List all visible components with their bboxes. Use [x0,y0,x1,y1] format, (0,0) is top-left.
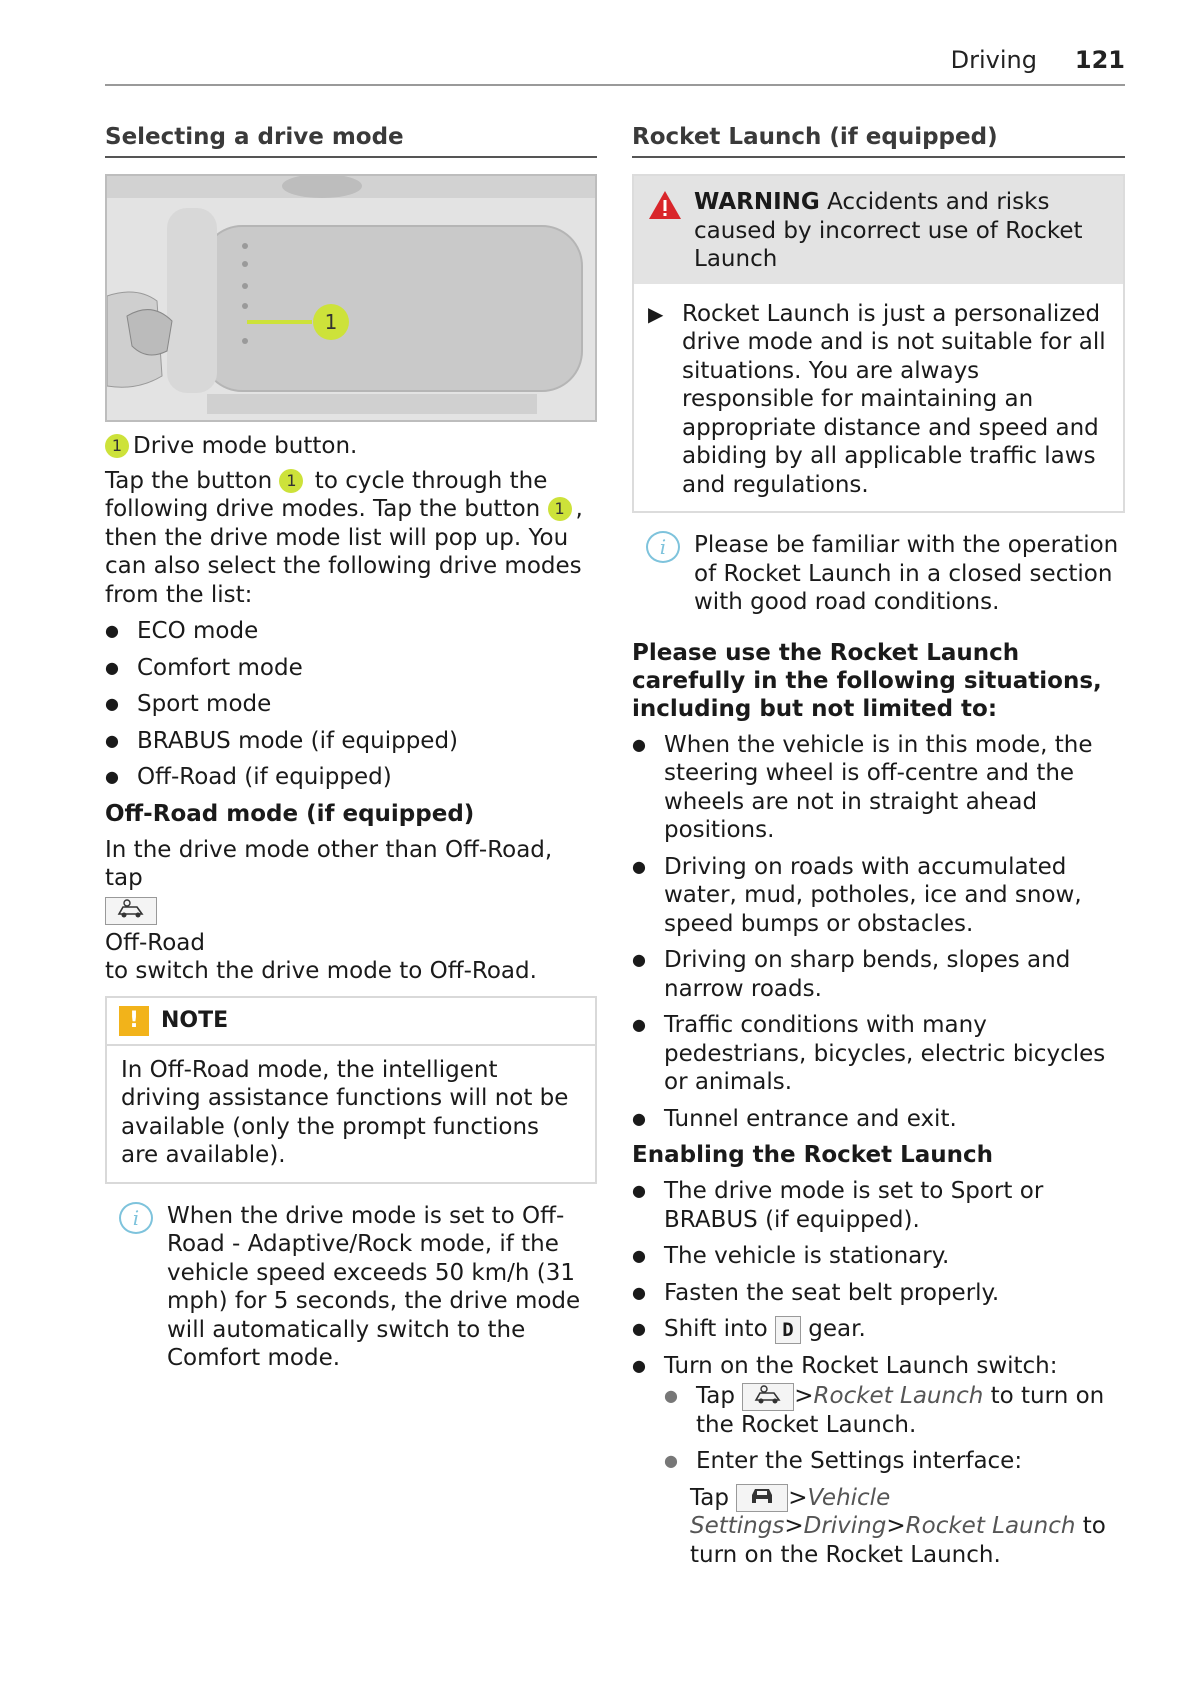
list-item [632,1352,1125,1570]
info-icon: i [119,1202,153,1234]
callout-badge: 1 [548,497,572,521]
shift-text-a: Shift into [664,1316,768,1342]
list-item: ● Off-Road (if equipped) [105,763,597,792]
page-header [105,42,1125,86]
warning-text: Rocket Launch is just a personalized drive mode and is not suitable for all situations. You are always responsible for maintaining an appropriate distance and speed and abiding by all applicable traffic laws and regulations. [682,300,1106,498]
careful-heading: Please use the Rocket Launch carefully in the following situations, including but not limited to: [632,639,1102,722]
note-header [107,998,595,1046]
offroad-text-b: to switch the drive mode to Off-Road. [105,958,537,984]
note-body [107,1046,595,1182]
switch-steps [664,1382,1125,1476]
driving-path: Driving [803,1513,887,1539]
offroad-heading: Off-Road mode (if equipped) [105,800,475,827]
step-item [664,1382,1125,1439]
info-text: When the drive mode is set to Off-Road - Adaptive/Rock mode, if the vehicle speed exceeds 50 km/h (31 mph) for 5 seconds, the drive mode will automatically switch to the Comfort mode. [167,1202,581,1371]
dashboard-figure [105,174,597,422]
arrow-right-icon: ▶ [648,301,664,326]
warning-box [632,174,1125,513]
list-item: ● Driving on sharp bends, slopes and narrow roads. [632,946,1125,1003]
list-item: ● When the vehicle is in this mode, the steering wheel is off-centre and the wheels are not in straight ahead positions. [632,731,1125,845]
intro-part-a: Tap the button [105,467,273,494]
list-item: ● Fasten the seat belt properly. [632,1279,1125,1308]
list-item: ● Driving on roads with accumulated water, mud, potholes, ice and snow, speed bumps or obstacles. [632,853,1125,939]
page-number: 121 [1074,46,1125,74]
caption-text: Drive mode button. [133,433,358,459]
car-icon [736,1484,788,1512]
intro-part-b: to cycle through the following drive modes. Tap the button [105,467,548,522]
list-item: ● Comfort mode [105,654,597,683]
gear-d-icon: D [775,1316,801,1344]
list-item: ● The drive mode is set to Sport or BRABUS (if equipped). [632,1177,1125,1234]
chapter-title: Driving [950,46,1037,74]
vehicle-settings-path: Vehicle Settings [690,1484,891,1539]
rocket-launch-path: Rocket Launch [905,1513,1076,1539]
figure-caption [105,432,597,461]
step-item [664,1447,1125,1476]
info-text: Please be familiar with the operation of Rocket Launch in a closed section with good road conditions. [694,532,1119,615]
intro-part-c: , then the drive mode list will pop up. You can also select the following drive modes from the list: [105,496,583,608]
warning-body [634,284,1123,512]
list-item: ● The vehicle is stationary. [632,1242,1125,1271]
callout-badge: 1 [279,469,303,493]
right-column [632,124,1125,1577]
offroad-car-icon [105,897,157,925]
offroad-text-a: In the drive mode other than Off-Road, tap [105,836,553,891]
list-item: ● Tunnel entrance and exit. [632,1105,1125,1134]
offroad-label: Off-Road [105,929,205,956]
warning-title [694,188,1109,274]
rocket-launch-path: Rocket Launch [813,1383,984,1409]
list-item: ● Sport mode [105,690,597,719]
shift-text-b: gear. [808,1316,866,1342]
info-block [105,1202,597,1373]
chevron-right-icon: > [784,1513,804,1539]
info-icon: i [646,531,680,563]
tap-text: Tap [690,1484,729,1511]
list-item: ● ECO mode [105,617,597,646]
section-title-rocket-launch: Rocket Launch (if equipped) [632,124,1125,158]
callout-badge: 1 [105,434,129,458]
offroad-car-icon [742,1383,794,1411]
warning-header [634,176,1123,284]
switch-intro: Turn on the Rocket Launch switch: [664,1352,1058,1379]
situations-list [632,731,1125,1134]
list-item: ● Traffic conditions with many pedestrians, bicycles, electric bicycles or animals. [632,1011,1125,1097]
drive-mode-list [105,617,597,792]
note-text: In Off-Road mode, the intelligent driving assistance functions will not be available (only the prompt functions are available). [121,1056,569,1168]
left-column [105,124,597,1373]
section-title-drive-mode: Selecting a drive mode [105,124,597,158]
chevron-right-icon: > [788,1484,808,1511]
warning-title-text: Accidents and risks caused by incorrect use of Rocket Launch [694,189,1083,272]
dashboard-illustration [107,176,595,420]
settings-path [664,1484,1125,1570]
turn-on-text: to turn on the Rocket Launch. [696,1383,1105,1438]
figure-callout-number: 1 [324,310,338,334]
note-box [105,996,597,1184]
exclamation-icon: ! [119,1006,149,1036]
list-item: ● BRABUS mode (if equipped) [105,727,597,756]
enable-conditions-list [632,1177,1125,1569]
warning-word: WARNING [694,189,820,215]
info-block [632,531,1125,617]
chevron-right-icon: > [886,1513,906,1539]
chevron-right-icon: > [794,1383,814,1409]
warning-triangle-icon [648,190,684,274]
tap-text: Tap [696,1383,735,1409]
settings-intro: Enter the Settings interface: [696,1448,1023,1474]
offroad-icon-wrap [105,897,597,925]
drive-mode-intro [105,467,597,610]
turn-on-text: to turn on the Rocket Launch. [690,1513,1106,1568]
note-title: NOTE [161,1008,229,1033]
enable-heading: Enabling the Rocket Launch [632,1142,994,1168]
list-item [632,1315,1125,1344]
